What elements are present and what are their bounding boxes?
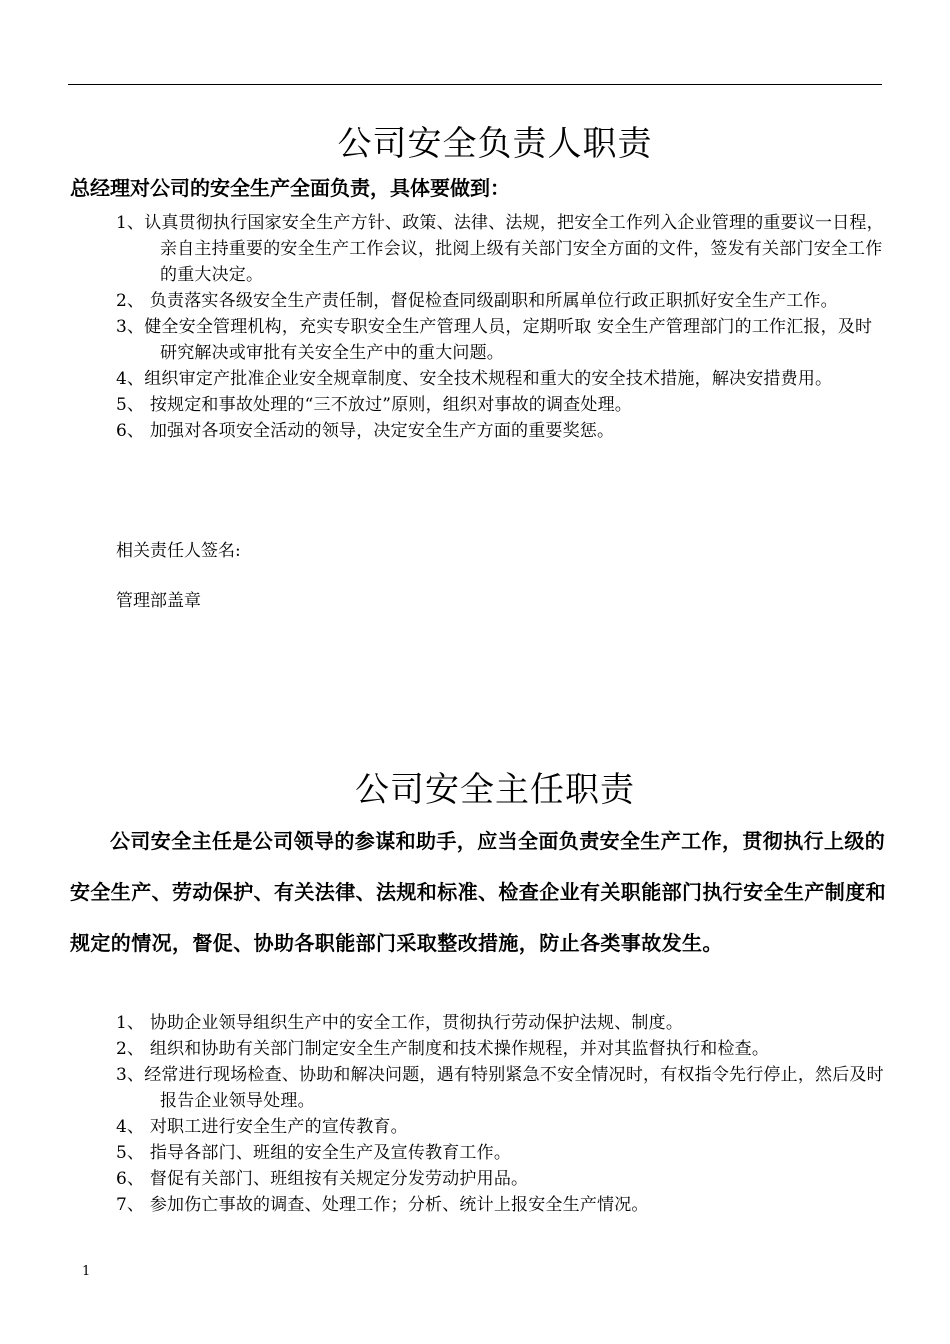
list-item: 6、 督促有关部门、班组按有关规定分发劳动护用品。	[116, 1169, 529, 1189]
list-item: 5、 指导各部门、班组的安全生产及宣传教育工作。	[116, 1143, 512, 1163]
list-item: 3、健全安全管理机构，充实专职安全生产管理人员，定期听取 安全生产管理部门的工作汇报，及时研究解决或审批有关安全生产中的重大问题。	[116, 317, 873, 363]
list-item: 3、经常进行现场检查、协助和解决问题，遇有特别紧急不安全情况时，有权指令先行停止，然后及时报告企业领导处理。	[116, 1065, 884, 1111]
section1-duty-list	[116, 210, 888, 444]
section2-lead: 公司安全主任是公司领导的参谋和助手，应当全面负责安全生产工作，贯彻执行上级的安全生产、劳动保护、有关法律、法规和标准、检查企业有关职能部门执行安全生产制度和规定的情况，督促、协助各职能部门采取整改措施，防止各类事故发生。	[70, 829, 886, 955]
section1-lead: 总经理对公司的安全生产全面负责，具体要做到：	[70, 176, 510, 200]
list-item: 7、 参加伤亡事故的调查、处理工作；分析、统计上报安全生产情况。	[116, 1195, 649, 1215]
list-item: 4、组织审定产批准企业安全规章制度、安全技术规程和重大的安全技术措施，解决安措费用。	[116, 369, 833, 389]
section2-duty-list	[116, 1010, 888, 1218]
list-item: 2、 组织和协助有关部门制定安全生产制度和技术操作规程，并对其监督执行和检查。	[116, 1039, 770, 1059]
list-item: 1、 协助企业领导组织生产中的安全工作，贯彻执行劳动保护法规、制度。	[116, 1013, 684, 1033]
list-item: 1、认真贯彻执行国家安全生产方针、政策、法律、法规，把安全工作列入企业管理的重要议一日程，亲自主持重要的安全生产工作会议，批阅上级有关部门安全方面的文件，签发有关部门安全工作的重大决定。	[116, 213, 884, 285]
list-item: 4、 对职工进行安全生产的宣传教育。	[116, 1117, 408, 1137]
list-item: 6、 加强对各项安全活动的领导，决定安全生产方面的重要奖惩。	[116, 421, 615, 441]
signature-label: 相关责任人签名:	[116, 541, 241, 561]
page-number: 1	[82, 1264, 91, 1279]
list-item: 5、 按规定和事故处理的“三不放过”原则，组织对事故的调查处理。	[116, 395, 633, 415]
list-item: 2、 负责落实各级安全生产责任制，督促检查同级副职和所属单位行政正职抓好安全生产工作。	[116, 291, 838, 311]
section2-title: 公司安全主任职责	[355, 770, 635, 810]
header-rule	[68, 84, 882, 85]
stamp-label: 管理部盖章	[116, 591, 201, 611]
section1-title: 公司安全负责人职责	[337, 124, 653, 164]
